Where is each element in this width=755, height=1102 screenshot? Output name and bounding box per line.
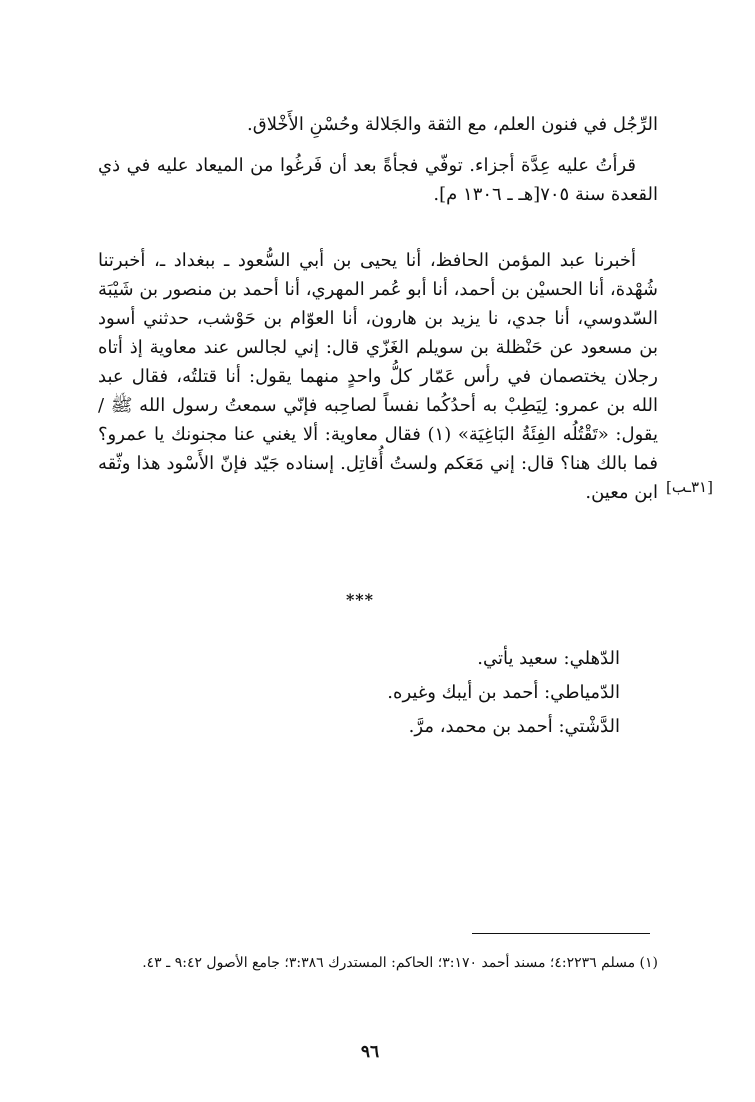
section-separator: ***	[345, 590, 375, 609]
footnote: (١) مسلم ٤:٢٢٣٦؛ مسند أحمد ٣:١٧٠؛ الحاكم: المستدرك ٣:٣٨٦؛ جامع الأصول ٩:٤٢ ـ ٤٣.	[142, 955, 658, 971]
hadith-section	[98, 246, 658, 507]
intro-line: الرِّجُل في فنون العلم، مع الثقة والجَلالة وحُسْنِ الأَخْلاق.	[247, 114, 658, 135]
death-note-paragraph: قرأتُ عليه عِدَّة أجزاء. توفّي فجأةً بعد أن فَرغُوا من الميعاد عليه في ذي القعدة سنة ٧٠٥[هـ ـ ١٣٠٦ م].	[98, 155, 658, 205]
page-number: ٩٦	[360, 1042, 380, 1062]
manuscript-folio-marker: [٣١ـب]	[666, 478, 713, 496]
name-entry: الدَّشْتي: أحمد بن محمد، مرَّ.	[408, 716, 620, 737]
intro-section	[98, 110, 658, 209]
names-list	[300, 642, 620, 744]
footnote-divider	[472, 933, 650, 934]
name-entry: الدّهلي: سعيد يأتي.	[477, 648, 620, 669]
name-entry: الدّمياطي: أحمد بن أيبك وغيره.	[387, 682, 620, 703]
hadith-paragraph: أخبرنا عبد المؤمن الحافظ، أنا يحيى بن أبي السُّعود ـ ببغداد ـ، أخبرتنا شُهْدة، أنا الحسيْن بن أحمد، أنا أبو عُمر المهري، أنا أحمد بن منصور بن شَيْبَة السّدوسي، أنا جدي، نا يزيد بن هارون، أنا العوّام بن حَوْشب، حدثني أسود بن مسعود عن حَنْظلة بن سويلم الغَزّي قال: إني لجالس عند معاوية إذ أتاه رجلان يختصمان في رأس عَمّار كلُّ واحدٍ منهما يقول: أنا قتلتُه، فقال عبد الله بن عمرو: لِيَطِبْ به أحدُكُما نفساً لصاحِبه فإنّي سمعتُ رسول الله ﷺ / يقول: «تَقْتُلُه الفِئَةُ البَاغِيَة» (١) فقال معاوية: ألا يغني عنا مجنونك يا عمرو؟ فما بالك هنا؟ قال: إني مَعَكم ولستُ أُقاتِل. إسناده جَيّد فإنّ الأَسْود هذا وثّقه ابن معين.	[98, 250, 658, 503]
